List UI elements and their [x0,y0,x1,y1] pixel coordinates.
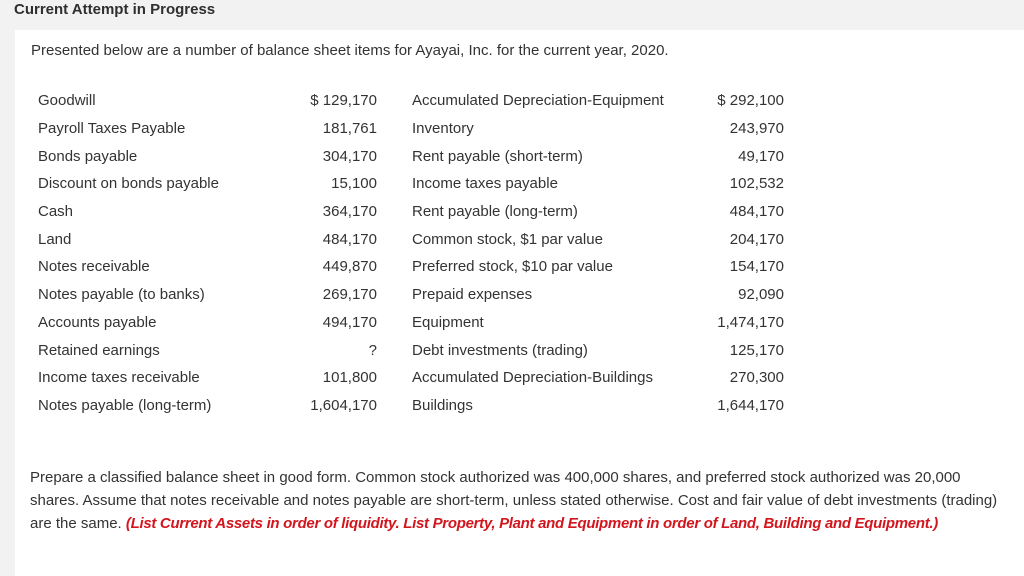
right-item-value: 243,970 [729,120,784,138]
instructions-emphasis: (List Current Assets in order of liquidity. List Property, Plant and Equipment in order of Land, Building and Equipment.) [125,515,938,532]
item-row [38,87,784,115]
instructions [30,466,1010,535]
left-item-value: 364,170 [322,203,377,221]
right-item-value: 49,170 [738,147,784,165]
left-item-value: 484,170 [322,230,377,248]
left-item-name: Notes receivable [38,258,150,276]
item-row [38,336,784,364]
left-item-name: Bonds payable [38,147,138,165]
right-item-name: Accumulated Depreciation-Buildings [412,369,653,387]
left-item-name: Notes payable (to banks) [38,286,205,304]
right-item-value: 1,644,170 [717,396,784,414]
left-item-name: Payroll Taxes Payable [38,120,186,138]
item-row [38,392,784,420]
right-item-name: Common stock, $1 par value [412,230,603,248]
left-item-value: 304,170 [322,147,377,165]
right-item-value: 484,170 [729,203,784,221]
instructions-text: Prepare a classified balance sheet in good form. Common stock authorized was 400,000 shares, and preferred stock authorized was 20,000 shares. Assume that notes receivable and notes payable are short-term, unless stated otherwise. Cost and fair value of debt investments (trading) are the same. [30,469,998,532]
left-item-value: ? [368,341,377,359]
left-item-name: Cash [38,203,74,221]
right-item-value: 154,170 [729,258,784,276]
right-item-name: Accumulated Depreciation-Equipment [412,92,664,110]
item-row [38,309,784,337]
left-item-name: Accounts payable [38,313,157,331]
left-item-name: Retained earnings [38,341,160,359]
left-item-name: Notes payable (long-term) [38,396,212,414]
right-item-name: Rent payable (long-term) [412,203,578,221]
item-row [38,170,784,198]
item-row [38,364,784,392]
item-row [38,225,784,253]
left-item-name: Income taxes receivable [38,369,200,387]
left-item-value: 494,170 [322,313,377,331]
right-item-name: Debt investments (trading) [412,341,588,359]
left-item-value: 1,604,170 [310,396,377,414]
left-item-value: 15,100 [331,175,377,193]
right-item-name: Buildings [412,396,473,414]
left-item-name: Land [38,230,72,248]
left-item-value: $ 129,170 [310,92,377,110]
item-row [38,198,784,226]
left-item-name: Goodwill [38,92,96,110]
question-panel [15,30,1024,576]
right-item-name: Income taxes payable [412,175,558,193]
right-item-value: 125,170 [729,341,784,359]
right-item-value: 204,170 [729,230,784,248]
right-item-value: $ 292,100 [717,92,784,110]
right-item-name: Rent payable (short-term) [412,147,583,165]
left-item-value: 269,170 [322,286,377,304]
right-item-name: Equipment [412,313,484,331]
intro-text: Presented below are a number of balance sheet items for Ayayai, Inc. for the current year, 2020. [31,42,669,59]
left-item-value: 101,800 [322,369,377,387]
right-item-value: 92,090 [738,286,784,304]
left-item-value: 181,761 [322,120,377,138]
balance-sheet-items-table [38,87,784,419]
right-item-name: Preferred stock, $10 par value [412,258,613,276]
item-row [38,281,784,309]
left-item-name: Discount on bonds payable [38,175,219,193]
page-title: Current Attempt in Progress [14,1,216,18]
right-item-name: Prepaid expenses [412,286,533,304]
header-bar [0,0,1024,30]
right-item-value: 1,474,170 [717,313,784,331]
item-row [38,115,784,143]
item-row [38,253,784,281]
right-item-name: Inventory [412,120,474,138]
right-item-value: 102,532 [729,175,784,193]
left-item-value: 449,870 [322,258,377,276]
item-row [38,142,784,170]
right-item-value: 270,300 [729,369,784,387]
